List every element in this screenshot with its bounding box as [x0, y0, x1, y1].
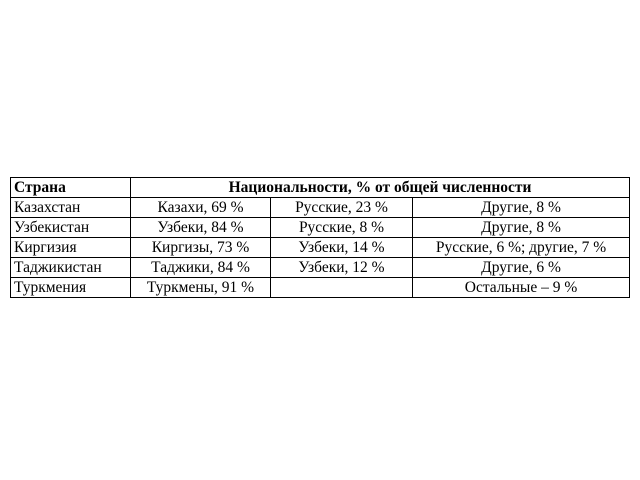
cell-country: Таджикистан: [11, 258, 131, 278]
header-country: Страна: [11, 178, 131, 198]
table-row: [11, 238, 630, 258]
cell-nationality-3: Русские, 6 %; другие, 7 %: [413, 238, 630, 258]
cell-country: Казахстан: [11, 198, 131, 218]
cell-nationality-1: Туркмены, 91 %: [131, 278, 271, 298]
cell-nationality-1: Киргизы, 73 %: [131, 238, 271, 258]
table-row: [11, 258, 630, 278]
cell-nationality-2: Русские, 8 %: [271, 218, 413, 238]
header-nationalities: Национальности, % от общей численности: [131, 178, 630, 198]
cell-nationality-2: Русские, 23 %: [271, 198, 413, 218]
cell-country: Туркмения: [11, 278, 131, 298]
table-row: [11, 198, 630, 218]
cell-nationality-2: Узбеки, 14 %: [271, 238, 413, 258]
cell-nationality-1: Таджики, 84 %: [131, 258, 271, 278]
nationalities-table: [10, 177, 630, 298]
cell-nationality-2: [271, 278, 413, 298]
cell-nationality-1: Казахи, 69 %: [131, 198, 271, 218]
cell-nationality-3: Другие, 8 %: [413, 218, 630, 238]
cell-nationality-3: Остальные – 9 %: [413, 278, 630, 298]
cell-nationality-1: Узбеки, 84 %: [131, 218, 271, 238]
cell-nationality-3: Другие, 6 %: [413, 258, 630, 278]
cell-nationality-2: Узбеки, 12 %: [271, 258, 413, 278]
cell-country: Узбекистан: [11, 218, 131, 238]
table-row: [11, 218, 630, 238]
cell-country: Киргизия: [11, 238, 131, 258]
table-row: [11, 278, 630, 298]
table-header-row: [11, 178, 630, 198]
cell-nationality-3: Другие, 8 %: [413, 198, 630, 218]
